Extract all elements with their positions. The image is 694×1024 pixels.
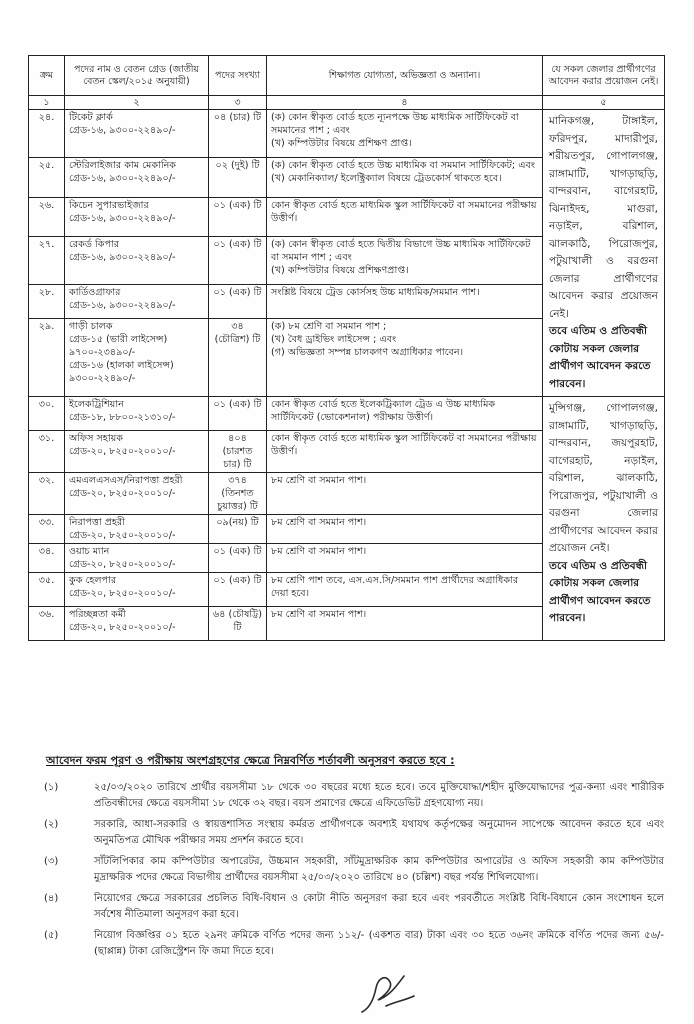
post-count: ৪০৪ (চারশত চার) টি: [209, 431, 267, 473]
post-name: কুক হেলপার: [69, 575, 117, 586]
pay-grade: গ্রেড-১৬, ৯৩০০-২২৪৯০/-: [69, 125, 176, 136]
qualification-line: ৮ম শ্রেণি পাশ তবে, এস.এস.সি/সমমান পাশ প্রার্থীদের অগ্রাধিকার দেয়া হবে।: [271, 575, 519, 599]
row-post: [65, 544, 209, 573]
row-post: [65, 158, 209, 197]
column-number: ১: [29, 96, 65, 110]
condition-item: [40, 891, 664, 922]
post-name: টিকেট ক্লার্ক: [69, 112, 113, 123]
condition-item: [40, 928, 664, 959]
post-name: ইলেকট্রিশিয়ান: [69, 399, 124, 410]
condition-item: [40, 854, 664, 885]
pay-grade: গ্রেড-২০, ৮২৫০-২০০১০/-: [69, 588, 176, 599]
row-post: [65, 431, 209, 473]
pay-grade: ৯৩০০-২২৪৯০/-: [69, 372, 136, 384]
post-count: ০১ (এক) টি: [209, 197, 267, 236]
condition-text: নিয়োগের ক্ষেত্রে সরকারের প্রচলিত বিধি-বিধান ও কোটা নীতি অনুসরণ করা হবে এবং পরবর্তীতে সংশ্লিষ্ট বিধি-বিধানে কোন সংশোধন হলে সর্বশেষ নীতিমালা অনুসরণ করা হবে।: [94, 893, 664, 920]
condition-number: (৪): [44, 893, 59, 904]
qualification: [267, 236, 543, 284]
row-post: [65, 318, 209, 396]
pay-grade: গ্রেড-২০, ৮২৫০-২০০১০/-: [69, 446, 176, 457]
post-name: পরিচ্ছন্নতা কর্মী: [69, 609, 126, 620]
condition-number: (৩): [44, 856, 59, 867]
quota-note: তবে এতিম ও প্রতিবন্ধী কোটায় সকল জেলার প্রার্থীগণ আবেদন করতে পারবেন।: [549, 325, 651, 390]
quota-note: তবে এতিম ও প্রতিবন্ধী কোটায় সকল জেলার প্রার্থীগণ আবেদন করতে পারবেন।: [549, 559, 651, 624]
row-post: [65, 110, 209, 158]
row-post: [65, 607, 209, 641]
post-count: ০২ (দুই) টি: [209, 158, 267, 197]
column-number-row: [29, 96, 665, 110]
qualification-line: (ক) কোন স্বীকৃত বোর্ড হতে ন্যূনপক্ষে উচ্চ মাধ্যমিক সার্টিফিকেট বা সমমানের পাশ ; এবং: [271, 112, 519, 136]
qualification-line: সংশ্লিষ্ট বিষয়ে ট্রেড কোর্সসহ উচ্চ মাধ্যমিক/সমমান পাশ।: [271, 287, 480, 299]
qualification-line: ৮ম শ্রেণি বা সমমান পাশ।: [271, 475, 367, 486]
post-count: ০১ (এক) টি: [209, 397, 267, 431]
pay-grade: গ্রেড-২০, ৮২৫০-২০০১০/-: [69, 622, 176, 633]
qualification: [267, 473, 543, 515]
post-name: নিরাপত্তা প্রহরী: [69, 517, 125, 528]
qualification-line: (ক) কোন স্বীকৃত বোর্ড হতে দ্বিতীয় বিভাগে উচ্চ মাধ্যমিক সার্টিফিকেট বা সমমান পাশ ; এবং: [271, 238, 531, 263]
column-number: ৩: [209, 96, 267, 110]
qualification: [267, 397, 543, 431]
row-serial: ২৪.: [29, 110, 65, 158]
post-count: ৬৪ (চৌষট্টি) টি: [209, 607, 267, 641]
qualification-line: (গ) অভিজ্ঞতা সম্পন্ন চালকগণ অগ্রাধিকার পাবেন।: [271, 346, 464, 358]
row-serial: ২৭.: [29, 236, 65, 284]
qualification-line: ৮ম শ্রেণি বা সমমান পাশ।: [271, 546, 367, 557]
post-name: গাড়ী চালক: [69, 320, 113, 332]
jobs-table: [28, 55, 665, 641]
qualification: [267, 197, 543, 236]
pay-grade: গ্রেড-১৬ (হালকা লাইসেন্স): [69, 359, 174, 371]
post-count: ০১ (এক) টি: [209, 573, 267, 607]
qualification: [267, 110, 543, 158]
qualification: [267, 607, 543, 641]
signature: [356, 962, 420, 1018]
row-post: [65, 573, 209, 607]
qualification: [267, 285, 543, 318]
qualification: [267, 318, 543, 396]
post-name: কার্ডিওগ্রাফার: [69, 287, 121, 299]
conditions-list: [40, 780, 664, 965]
table-header-row: [29, 56, 665, 96]
pay-grade: গ্রেড-১৬, ৯৩০০-২২৪৯০/-: [69, 212, 176, 224]
pay-grade: গ্রেড-২০, ৮২৫০-২০০১০/-: [69, 530, 176, 541]
qualification-line: (ক) ৮ম শ্রেণি বা সমমান পাশ ;: [271, 320, 387, 332]
row-post: [65, 515, 209, 544]
qualification-line: (ক) কোন স্বীকৃত বোর্ড হতে উচ্চ মাধ্যমিক বা সমমান সার্টিফিকেট; এবং: [271, 160, 535, 172]
header-district: যে সকল জেলার প্রার্থীগণের আবেদন করার প্রয়োজন নেই।: [543, 56, 665, 96]
pay-grade: গ্রেড-২০, ৮২৫০-২০০১০/-: [69, 488, 176, 499]
qualification: [267, 431, 543, 473]
post-count: ০১ (এক) টি: [209, 236, 267, 284]
row-serial: ২৮.: [29, 285, 65, 318]
district-restriction: [543, 110, 665, 397]
row-serial: ৩৬.: [29, 607, 65, 641]
post-count: ০১ (এক) টি: [209, 544, 267, 573]
row-serial: ২৫.: [29, 158, 65, 197]
qualification: [267, 515, 543, 544]
table-row: [29, 110, 665, 158]
header-sl: ক্রম: [29, 56, 65, 96]
qualification-line: কোন স্বীকৃত বোর্ড হতে মাধ্যমিক স্কুল সার্টিফিকেট বা সমমানের পরীক্ষায় উত্তীর্ণ।: [271, 199, 537, 224]
pay-grade: গ্রেড-১৬, ৯৩০০-২২৪৯০/-: [69, 251, 176, 263]
qualification: [267, 158, 543, 197]
pay-grade: গ্রেড-১৫ (ভারী লাইসেন্স): [69, 333, 168, 345]
qualification-line: ৮ম শ্রেণি বা সমমান পাশ।: [271, 517, 367, 528]
qualification-line: ৮ম শ্রেণি বা সমমান পাশ।: [271, 609, 367, 620]
post-name: অফিস সহায়ক: [69, 433, 123, 444]
table-row: [29, 397, 665, 431]
row-post: [65, 397, 209, 431]
pay-grade: গ্রেড-১৬, ৯৩০০-২২৪৯০/-: [69, 300, 176, 312]
post-name: স্টেরিলাইজার কাম মেকানিক: [69, 160, 177, 172]
condition-item: [40, 780, 664, 811]
pay-grade: গ্রেড-১৮, ৮৮০০-২১৩১০/-: [69, 412, 176, 423]
row-post: [65, 197, 209, 236]
condition-text: নিয়োগ বিজ্ঞপ্তির ০১ হতে ২৯নং ক্রমিকে বর্ণিত পদের জন্য ১১২/- (একশত বার) টাকা এবং ৩০ হতে ৩৬নং ক্রমিকে বর্ণিত পদের জন্য ৫৬/- (ছাপ্পান্ন) টাকা রেজিস্ট্রেশন ফি জমা দিতে হবে।: [94, 930, 664, 957]
post-count: ৩৪ (চৌত্রিশ) টি: [209, 318, 267, 396]
condition-text: ২৫/০৩/২০২০ তারিখে প্রার্থীর বয়সসীমা ১৮ থেকে ৩০ বছরের মধ্যে হতে হবে। তবে মুক্তিযোদ্ধা/শহীদ মুক্তিযোদ্ধাদের পুত্র-কন্যা এবং শারীরিক প্রতিবন্ধীদের ক্ষেত্রে বয়সসীমা ১৮ থেকে ৩২ বছর। বয়স প্রমাণের ক্ষেত্রে এফিডেভিট গ্রহণযোগ্য নয়।: [94, 782, 664, 809]
condition-number: (২): [44, 819, 59, 830]
pay-grade: ৯৭০০-২৩৪৯০/-: [69, 346, 136, 358]
row-serial: ৩১.: [29, 431, 65, 473]
row-serial: ২৬.: [29, 197, 65, 236]
conditions-title: আবেদন ফরম পূরণ ও পরীক্ষায় অংশগ্রহণের ক্ষেত্রে নিম্নবর্ণিত শর্তাবলী অনুসরণ করতে হবে :: [46, 754, 455, 767]
post-name: এমএলএসএস/নিরাপত্তা প্রহরী: [69, 475, 183, 486]
condition-number: (১): [44, 782, 59, 793]
row-post: [65, 285, 209, 318]
district-restriction: [543, 397, 665, 641]
qualification-line: (খ) বৈধ ড্রাইভিং লাইসেন্স ; এবং: [271, 333, 397, 345]
header-qualification: শিক্ষাগত যোগ্যতা, অভিজ্ঞতা ও অন্যান্য।: [267, 56, 543, 96]
post-name: ওয়াচ ম্যান: [69, 546, 110, 557]
row-serial: ৩২.: [29, 473, 65, 515]
qualification-line: কোন স্বীকৃত বোর্ড হতে মাধ্যমিক স্কুল সার্টিফিকেট বা সমমানের পরীক্ষায় উত্তীর্ণ।: [271, 433, 537, 457]
district-list: মানিকগঞ্জ, টাঙ্গাইল, ফরিদপুর, মাদারীপুর, শরীয়তপুর, গোপালগঞ্জ, রাঙ্গামাটি, খাগড়াছড়ি, বান্দরবান, বাগেরহাট, ঝিনাইদহ, মাগুরা, নড়াইল, বরিশাল, ঝালকাঠি, পিরোজপুর, পটুয়াখালী ও বরগুনা জেলার প্রার্থীগণের আবেদন করার প্রয়োজন নেই।: [549, 115, 658, 320]
post-name: কিচেন সুপারভাইজার: [69, 199, 149, 211]
qualification-line: (খ) মেকানিক্যাল/ ইলেক্ট্রিক্যাল বিষয়ে ট্রেডকোর্স থাকতে হবে।: [271, 173, 502, 185]
pay-grade: গ্রেড-২০, ৮২৫০-২০০১০/-: [69, 559, 176, 570]
column-number: ৪: [267, 96, 543, 110]
header-count: পদের সংখ্যা: [209, 56, 267, 96]
row-serial: ৩০.: [29, 397, 65, 431]
post-count: ০১ (এক) টি: [209, 285, 267, 318]
row-serial: ৩৩.: [29, 515, 65, 544]
row-serial: ২৯.: [29, 318, 65, 396]
condition-item: [40, 817, 664, 848]
qualification: [267, 544, 543, 573]
row-serial: ৩৫.: [29, 573, 65, 607]
column-number: ২: [65, 96, 209, 110]
condition-text: সাঁটলিপিকার কাম কম্পিউটার অপারেটর, উচ্চমান সহকারী, সাঁটমুদ্রাক্ষরিক কাম কম্পিউটার অপারেটর ও অফিস সহকারী কাম কম্পিউটার মুদ্রাক্ষরিক পদের ক্ষেত্রে বিভাগীয় প্রার্থীদের বয়সসীমা ২৫/০৩/২০২০ তারিখে ৪০ (চল্লিশ) বছর পর্যন্ত শিথিলযোগ্য।: [94, 856, 664, 883]
post-name: রেকর্ড কিপার: [69, 238, 120, 250]
pay-grade: গ্রেড-১৬, ৯৩০০-২২৪৯০/-: [69, 173, 176, 185]
post-count: ০৯(নয়) টি: [209, 515, 267, 544]
row-serial: ৩৪.: [29, 544, 65, 573]
row-post: [65, 236, 209, 284]
row-post: [65, 473, 209, 515]
post-count: ৩৭৪ (তিনশত চুয়াত্তর) টি: [209, 473, 267, 515]
condition-text: সরকারি, আধা-সরকারি ও স্বায়ত্তশাসিত সংস্থায় কর্মরত প্রার্থীগণকে অবশ্যই যথাযথ কর্তৃপক্ষের অনুমোদন সাপেক্ষে আবেদন করতে হবে এবং অনুমতিপত্র মৌখিক পরীক্ষার সময় প্রদর্শন করতে হবে।: [94, 819, 664, 846]
qualification-line: (খ) কম্পিউটার বিষয়ে প্রশিক্ষণ প্রাপ্ত।: [271, 138, 412, 149]
post-count: ০৪ (চার) টি: [209, 110, 267, 158]
district-list: মুন্সিগঞ্জ, গোপালগঞ্জ, রাঙ্গামাটি, খাগড়াছড়ি, বান্দরবান, জয়পুরহাট, বাগেরহাট, নড়াইল, বরিশাল, ঝালকাঠি, পিরোজপুর, পটুয়াখালী ও বরগুনা জেলার প্রার্থীগণের আবেদন করার প্রয়োজন নেই।: [549, 402, 658, 554]
header-post: পদের নাম ও বেতন গ্রেড (জাতীয় বেতন স্কেল/২০১৫ অনুযায়ী): [65, 56, 209, 96]
qualification-line: (খ) কম্পিউটার বিষয়ে প্রশিক্ষণপ্রাপ্ত।: [271, 264, 409, 276]
qualification-line: কোন স্বীকৃত বোর্ড হতে ইলেকট্রিক্যাল ট্রেড এ উচ্চ মাধ্যমিক সার্টিফিকেট (ভোকেশনাল) পরীক্ষায় উত্তীর্ণ।: [271, 399, 496, 423]
qualification: [267, 573, 543, 607]
condition-number: (৫): [44, 930, 59, 941]
column-number: ৫: [543, 96, 665, 110]
